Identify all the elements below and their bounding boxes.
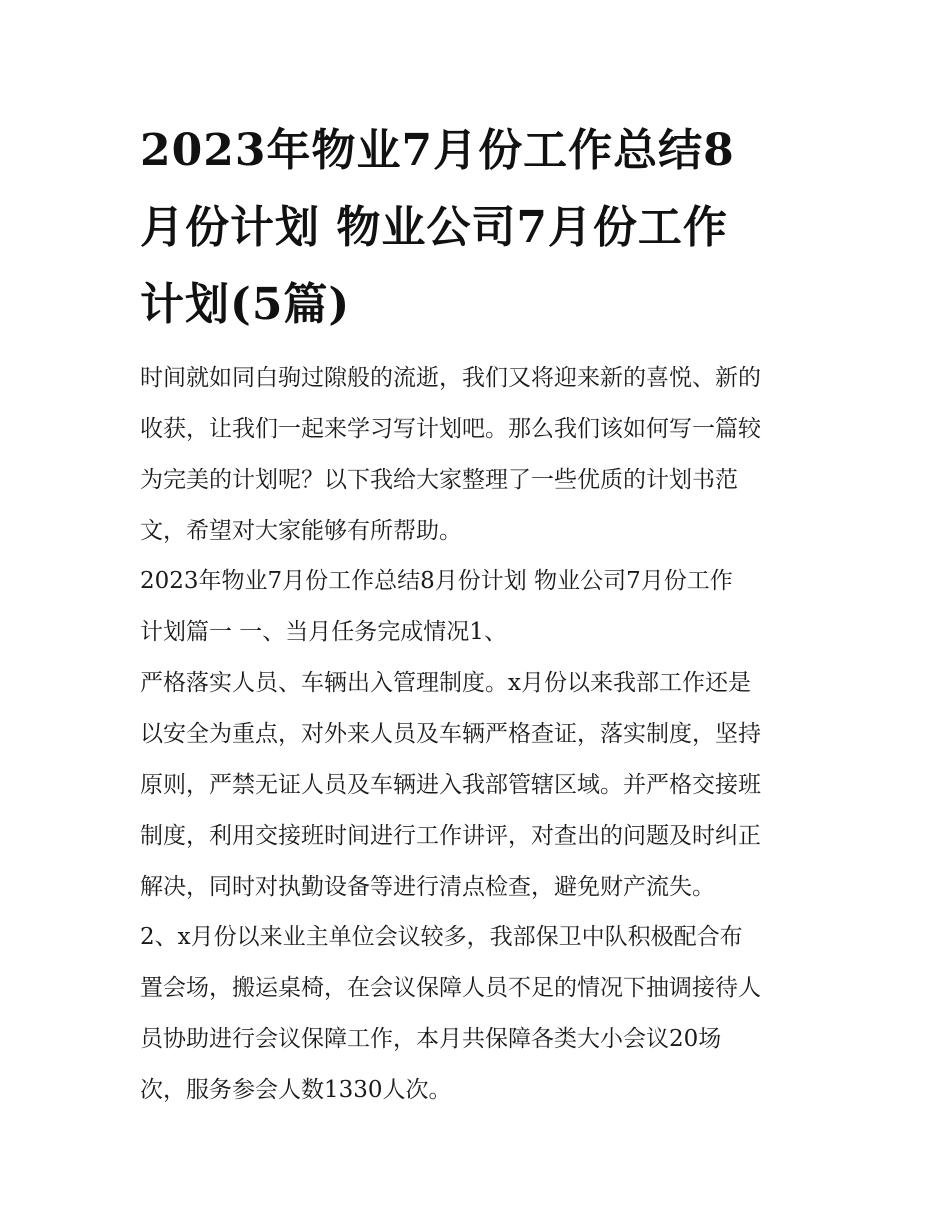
text-line: 2、x月份以来业主单位会议较多，我部保卫中队积极配合布 [140,924,743,950]
title-line: 2023年物业7月份工作总结8 [140,125,735,176]
text-line: 以安全为重点，对外来人员及车辆严格查证，落实制度，坚持 [140,721,761,747]
text-line: 收获，让我们一起来学习写计划吧。那么我们该如何写一篇较 [140,416,761,442]
text-line: 员协助进行会议保障工作，本月共保障各类大小会议20场 [140,1026,722,1052]
document-title [140,112,820,343]
text-line: 解决，同时对执勤设备等进行清点检查，避免财产流失。 [140,874,715,900]
title-line: 计划(5篇) [140,279,351,330]
text-line: 次，服务参会人数1330人次。 [140,1077,452,1103]
intro-paragraph [140,353,820,557]
text-line: 时间就如同白驹过隙般的流逝，我们又将迎来新的喜悦、新的 [140,365,761,391]
text-line: 置会场，搬运桌椅，在会议保障人员不足的情况下抽调接待人 [140,975,761,1001]
text-line: 制度，利用交接班时间进行工作讲评，对查出的问题及时纠正 [140,823,761,849]
paragraph-access-control [140,658,820,913]
text-line: 2023年物业7月份工作总结8月份计划 物业公司7月份工作 [140,568,733,594]
text-line: 文，希望对大家能够有所帮助。 [140,518,462,544]
text-line: 计划篇一 一、当月任务完成情况1、 [140,619,507,645]
text-line: 为完美的计划呢？以下我给大家整理了一些优质的计划书范 [140,467,738,493]
paragraph-meeting-support [140,912,820,1116]
title-line: 月份计划 物业公司7月份工作 [140,202,728,253]
section-heading [140,556,820,658]
text-line: 严格落实人员、车辆出入管理制度。x月份以来我部工作还是 [140,670,751,696]
text-line: 原则，严禁无证人员及车辆进入我部管辖区域。并严格交接班 [140,772,761,798]
